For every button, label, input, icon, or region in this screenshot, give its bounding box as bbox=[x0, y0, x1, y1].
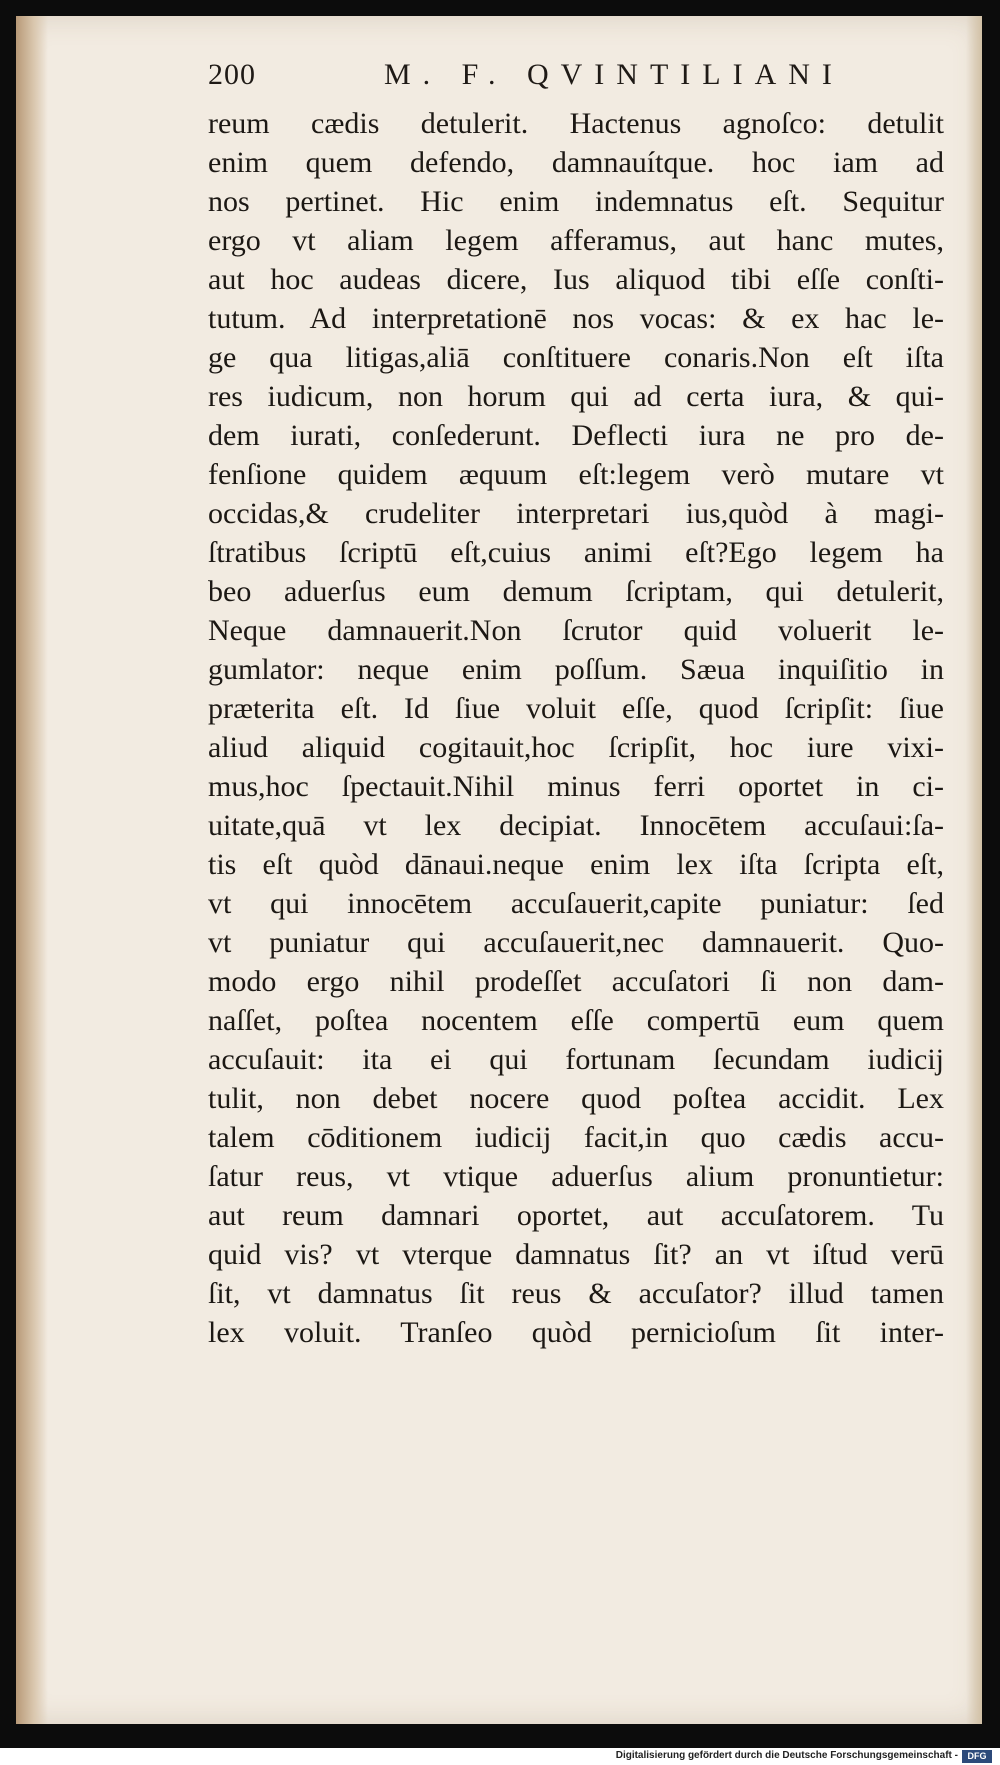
text-line: mus,hoc ſpectauit.Nihil minus ferri oportet in ci- bbox=[208, 770, 944, 803]
text-line: aut hoc audeas dicere, Ius aliquod tibi eſſe conſti- bbox=[208, 263, 944, 296]
text-line: ſit, vt damnatus ſit reus & accuſator? illud tamen bbox=[208, 1277, 944, 1310]
text-line: uitate,quā vt lex decipiat. Innocētem accuſaui:ſa- bbox=[208, 809, 944, 842]
page-edge bbox=[966, 16, 982, 1724]
text-line: gumlator: neque enim poſſum. Sæua inquiſitio in bbox=[208, 653, 944, 686]
text-line: ergo vt aliam legem afferamus, aut hanc mutes, bbox=[208, 224, 944, 257]
text-line: tutum. Ad interpretationē nos vocas: & ex hac le- bbox=[208, 302, 944, 335]
page-gutter-shadow bbox=[16, 16, 48, 1724]
text-line: præterita eſt. Id ſiue voluit eſſe, quod ſcripſit: ſiue bbox=[208, 692, 944, 725]
text-line: ſatur reus, vt vtique aduerſus alium pronuntietur: bbox=[208, 1160, 944, 1193]
text-line: reum cædis detulerit. Hactenus agnoſco: detulit bbox=[208, 107, 944, 140]
text-line: ſtratibus ſcriptū eſt,cuius animi eſt?Ego legem ha bbox=[208, 536, 944, 569]
digitization-footer bbox=[0, 1748, 1000, 1765]
text-line: nos pertinet. Hic enim indemnatus eſt. Sequitur bbox=[208, 185, 944, 218]
text-line: res iudicum, non horum qui ad certa iura, & qui- bbox=[208, 380, 944, 413]
dfg-logo-icon: DFG bbox=[962, 1750, 992, 1763]
text-line: vt qui innocētem accuſauerit,capite puniatur: ſed bbox=[208, 887, 944, 920]
text-line: enim quem defendo, damnauítque. hoc iam ad bbox=[208, 146, 944, 179]
text-line: tis eſt quòd dānaui.neque enim lex iſta ſcripta eſt, bbox=[208, 848, 944, 881]
text-line: talem cōditionem iudicij facit,in quo cædis accu- bbox=[208, 1121, 944, 1154]
text-line: tulit, non debet nocere quod poſtea accidit. Lex bbox=[208, 1082, 944, 1115]
text-line: fenſione quidem æquum eſt:legem verò mutare vt bbox=[208, 458, 944, 491]
text-line: occidas,& crudeliter interpretari ius,quòd à magi- bbox=[208, 497, 944, 530]
page-number: 200 bbox=[208, 58, 256, 91]
text-line: aut reum damnari oportet, aut accuſatorem. Tu bbox=[208, 1199, 944, 1232]
body-text bbox=[208, 104, 944, 1352]
text-line: ge qua litigas,aliā conſtituere conaris.Non eſt iſta bbox=[208, 341, 944, 374]
text-line: Neque damnauerit.Non ſcrutor quid voluerit le- bbox=[208, 614, 944, 647]
text-line: modo ergo nihil prodeſſet accuſatori ſi non dam- bbox=[208, 965, 944, 998]
page-header bbox=[208, 58, 928, 102]
text-line: beo aduerſus eum demum ſcriptam, qui detulerit, bbox=[208, 575, 944, 608]
text-line: dem iurati, conſederunt. Deflecti iura ne pro de- bbox=[208, 419, 944, 452]
text-line: lex voluit. Tranſeo quòd pernicioſum ſit inter- bbox=[208, 1316, 944, 1349]
text-line: naſſet, poſtea nocentem eſſe compertū eum quem bbox=[208, 1004, 944, 1037]
text-line: vt puniatur qui accuſauerit,nec damnauerit. Quo- bbox=[208, 926, 944, 959]
funding-credit: Digitalisierung gefördert durch die Deutsche Forschungsgemeinschaft - bbox=[615, 1750, 958, 1761]
running-head: M. F. QVINTILIANI bbox=[384, 58, 844, 91]
text-line: accuſauit: ita ei qui fortunam ſecundam iudicij bbox=[208, 1043, 944, 1076]
text-line: quid vis? vt vterque damnatus ſit? an vt iſtud verū bbox=[208, 1238, 944, 1271]
text-line: aliud aliquid cogitauit,hoc ſcripſit, hoc iure vixi- bbox=[208, 731, 944, 764]
